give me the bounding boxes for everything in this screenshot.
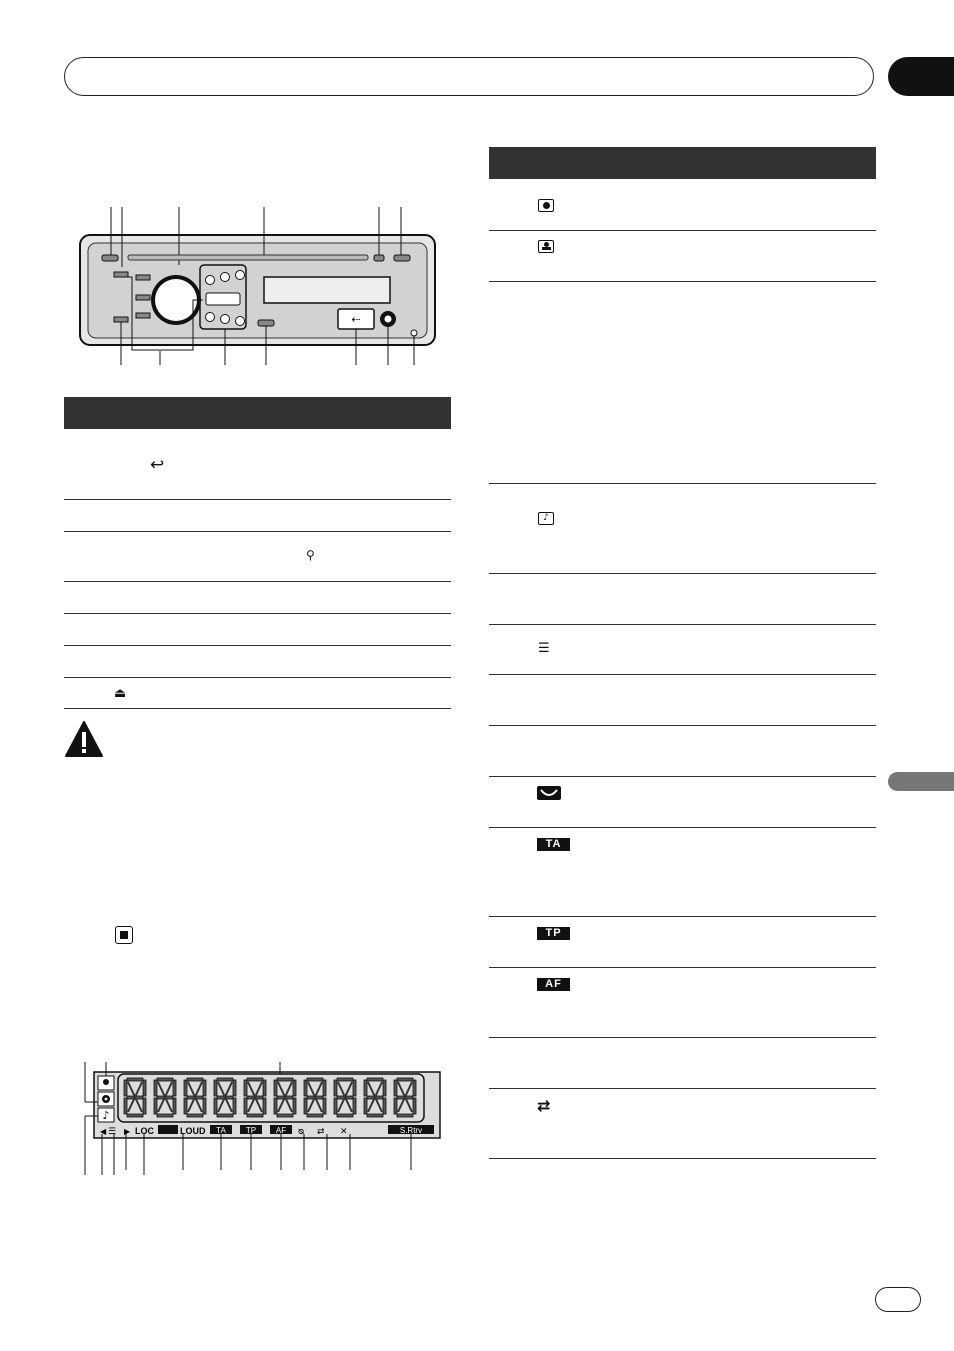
right-table-row-divider bbox=[489, 1037, 876, 1038]
tp-indicator: TP bbox=[537, 927, 570, 940]
eject-icon: ⏏ bbox=[114, 686, 127, 701]
right-table-header bbox=[489, 147, 876, 179]
right-table-row-divider bbox=[489, 776, 876, 777]
right-table-row-divider bbox=[489, 674, 876, 675]
list-icon: ☰ bbox=[538, 641, 550, 656]
right-table-row-divider bbox=[489, 1088, 876, 1089]
head-unit-illustration bbox=[78, 205, 438, 365]
head-unit-diagram bbox=[78, 205, 438, 365]
left-table-header bbox=[64, 397, 451, 429]
search-icon: ⚲ bbox=[306, 548, 315, 562]
music-note-icon: ♪ bbox=[538, 512, 554, 525]
svg-text:TA: TA bbox=[216, 1126, 226, 1135]
left-table-row-divider bbox=[64, 677, 451, 678]
stop-square-icon bbox=[115, 926, 133, 944]
left-table-row-divider bbox=[64, 581, 451, 582]
svg-text:S.Rtrv: S.Rtrv bbox=[399, 1126, 423, 1135]
right-table-row-divider bbox=[489, 967, 876, 968]
right-table-row-divider bbox=[489, 624, 876, 625]
artist-icon bbox=[538, 240, 554, 253]
left-table-bottom-rule bbox=[64, 708, 451, 709]
display-diagram bbox=[80, 1060, 442, 1175]
left-table-row-divider bbox=[64, 531, 451, 532]
loud-indicator: LOUD bbox=[180, 1126, 206, 1136]
right-table-row-divider bbox=[489, 281, 876, 282]
header-title-bar bbox=[64, 57, 874, 96]
display-illustration bbox=[80, 1060, 442, 1175]
left-table-row-divider bbox=[64, 499, 451, 500]
svg-text:✕: ✕ bbox=[340, 1127, 348, 1137]
ta-indicator: TA bbox=[537, 838, 570, 851]
loc-indicator: LOC bbox=[135, 1126, 154, 1136]
svg-text:▶: ▶ bbox=[124, 1127, 131, 1136]
left-table-row-divider bbox=[64, 613, 451, 614]
right-table-row-divider bbox=[489, 483, 876, 484]
svg-text:♪: ♪ bbox=[102, 1109, 110, 1122]
svg-text:☰: ☰ bbox=[108, 1127, 117, 1137]
back-arrow-icon: ↩ bbox=[150, 455, 165, 475]
left-table-row-divider bbox=[64, 645, 451, 646]
disc-icon bbox=[538, 199, 554, 212]
warning-triangle-icon bbox=[64, 720, 104, 758]
repeat-icon: ⇄ bbox=[537, 1096, 551, 1115]
right-table-row-divider bbox=[489, 827, 876, 828]
loudness-icon bbox=[537, 786, 561, 800]
section-side-tab bbox=[888, 772, 954, 791]
svg-text:◀: ◀ bbox=[100, 1127, 107, 1136]
right-table-bottom-rule bbox=[489, 1158, 876, 1159]
right-table-row-divider bbox=[489, 916, 876, 917]
svg-text:⇠: ⇠ bbox=[351, 313, 361, 326]
page-number-badge bbox=[875, 1287, 921, 1312]
af-indicator: AF bbox=[537, 978, 570, 991]
svg-text:⇄: ⇄ bbox=[317, 1127, 325, 1137]
chapter-tab bbox=[888, 57, 954, 96]
right-table-row-divider bbox=[489, 725, 876, 726]
svg-text:AF: AF bbox=[275, 1126, 287, 1135]
svg-text:ᴓ: ᴓ bbox=[298, 1127, 305, 1137]
right-table-row-divider bbox=[489, 230, 876, 231]
right-table-row-divider bbox=[489, 573, 876, 574]
svg-text:TP: TP bbox=[245, 1126, 257, 1135]
